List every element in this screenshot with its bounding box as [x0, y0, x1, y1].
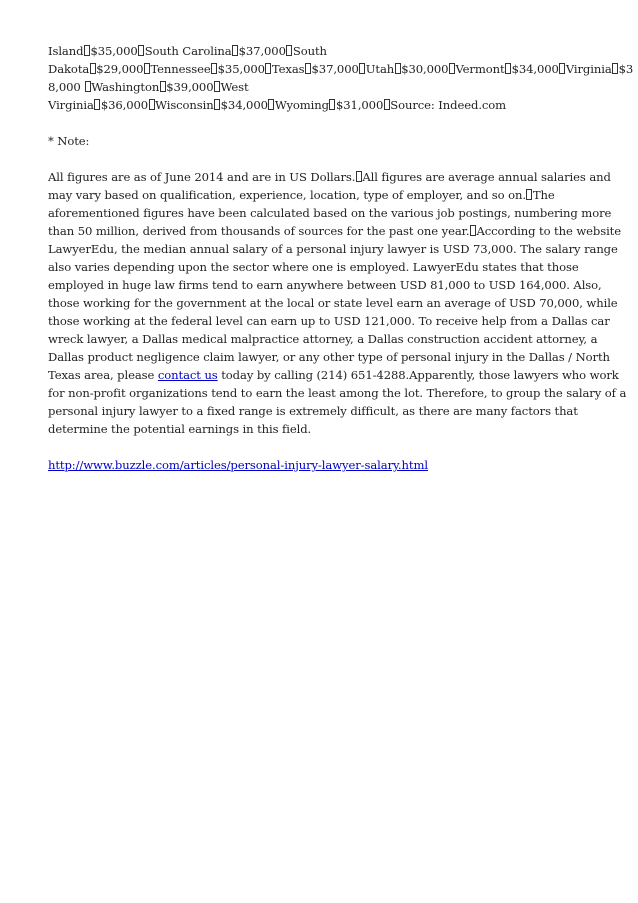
- missing-glyph-icon: [85, 81, 91, 92]
- missing-glyph-icon: [232, 45, 238, 56]
- missing-glyph-icon: [359, 63, 365, 74]
- sentence: Texas area, please: [48, 368, 158, 382]
- salary-value: $34,000: [511, 62, 559, 76]
- salary-value: $35,000: [90, 44, 138, 58]
- note-label: * Note:: [48, 134, 90, 148]
- state-name: Virginia: [48, 98, 94, 112]
- salary-value: $39,000: [166, 80, 214, 94]
- missing-glyph-icon: [559, 63, 565, 74]
- salary-list: [48, 42, 634, 114]
- state-name: Island: [48, 44, 84, 58]
- state-name: Texas: [271, 62, 305, 76]
- missing-glyph-icon: [526, 189, 532, 200]
- sentence: All figures are as of June 2014 and are in US Dollars.: [48, 170, 356, 184]
- paragraph-line: those working for the government at the local or state level earn an average of USD 70,000, while: [48, 296, 618, 310]
- missing-glyph-icon: [94, 99, 100, 110]
- missing-glyph-icon: [211, 63, 217, 74]
- salary-value: $35,000: [217, 62, 265, 76]
- source-url-link[interactable]: http://www.buzzle.com/articles/personal-injury-lawyer-salary.html: [48, 458, 428, 472]
- salary-value: $36,000: [100, 98, 149, 112]
- missing-glyph-icon: [265, 63, 271, 74]
- salary-value: $37,000: [311, 62, 359, 76]
- salary-value: $34,000: [220, 98, 268, 112]
- state-name: Tennessee: [150, 62, 211, 76]
- document-page: [48, 42, 634, 474]
- missing-glyph-icon: [356, 171, 362, 182]
- state-name: South: [292, 44, 327, 58]
- paragraph-line: [48, 186, 623, 204]
- paragraph-line: for non-profit organizations tend to earn the least among the lot. Therefore, to group the salary of a: [48, 386, 627, 400]
- salary-value: $37,000: [238, 44, 286, 58]
- missing-glyph-icon: [329, 99, 335, 110]
- state-name: Wisconsin: [155, 98, 214, 112]
- missing-glyph-icon: [612, 63, 618, 74]
- salary-list-line: [48, 78, 623, 96]
- salary-value: $3: [618, 62, 634, 76]
- sentence: than 50 million, derived from thousands of sources for the past one year.: [48, 224, 470, 238]
- paragraph-line: also varies depending upon the sector where one is employed. LawyerEdu states that those: [48, 260, 579, 274]
- salary-value: 8,000: [48, 80, 85, 94]
- missing-glyph-icon: [268, 99, 274, 110]
- source-credit: Source: Indeed.com: [390, 98, 507, 112]
- salary-list-line: [48, 42, 623, 60]
- state-name: Washington: [91, 80, 160, 94]
- missing-glyph-icon: [395, 63, 401, 74]
- salary-value: $31,000: [335, 98, 384, 112]
- contact-us-link[interactable]: contact us: [157, 368, 218, 382]
- salary-value: $29,000: [96, 62, 144, 76]
- missing-glyph-icon: [160, 81, 166, 92]
- sentence: The: [532, 188, 555, 202]
- paragraph-line: aforementioned figures have been calculated based on the various job postings, numbering more: [48, 206, 612, 220]
- state-name: Utah: [365, 62, 395, 76]
- missing-glyph-icon: [90, 63, 96, 74]
- missing-glyph-icon: [138, 45, 144, 56]
- state-name: Wyoming: [274, 98, 329, 112]
- paragraph-line: [48, 366, 623, 384]
- state-name: Dakota: [48, 62, 90, 76]
- salary-value: $30,000: [401, 62, 449, 76]
- paragraph-line: wreck lawyer, a Dallas medical malpractice attorney, a Dallas construction accident attorney, a: [48, 332, 598, 346]
- missing-glyph-icon: [149, 99, 155, 110]
- sentence: All figures are average annual salaries and: [362, 170, 611, 184]
- paragraph-line: those working at the federal level can earn up to USD 121,000. To receive help from a Dallas car: [48, 314, 610, 328]
- paragraph-line: [48, 168, 623, 186]
- paragraph-line: LawyerEdu, the median annual salary of a personal injury lawyer is USD 73,000. The salary range: [48, 242, 618, 256]
- paragraph-line: Dallas product negligence claim lawyer, or any other type of personal injury in the Dallas / North: [48, 350, 610, 364]
- missing-glyph-icon: [305, 63, 311, 74]
- sentence: According to the website: [476, 224, 622, 238]
- sentence: today by calling (214) 651-4288.Apparently, those lawyers who work: [217, 368, 619, 382]
- paragraph-line: employed in huge law firms tend to earn anywhere between USD 81,000 to USD 164,000. Also,: [48, 278, 602, 292]
- paragraph-line: [48, 222, 623, 240]
- missing-glyph-icon: [384, 99, 390, 110]
- salary-list-line: [48, 60, 634, 78]
- sentence: may vary based on qualification, experience, location, type of employer, and so on.: [48, 188, 526, 202]
- missing-glyph-icon: [505, 63, 511, 74]
- state-name: West: [220, 80, 249, 94]
- missing-glyph-icon: [214, 99, 220, 110]
- state-name: Vermont: [455, 62, 505, 76]
- salary-list-line: [48, 96, 623, 114]
- state-name: South Carolina: [144, 44, 232, 58]
- missing-glyph-icon: [286, 45, 292, 56]
- paragraph-line: determine the potential earnings in this field.: [48, 422, 312, 436]
- state-name: Virginia: [565, 62, 612, 76]
- paragraph-line: personal injury lawyer to a fixed range is extremely difficult, as there are many factors that: [48, 404, 578, 418]
- note-paragraph: [48, 168, 627, 438]
